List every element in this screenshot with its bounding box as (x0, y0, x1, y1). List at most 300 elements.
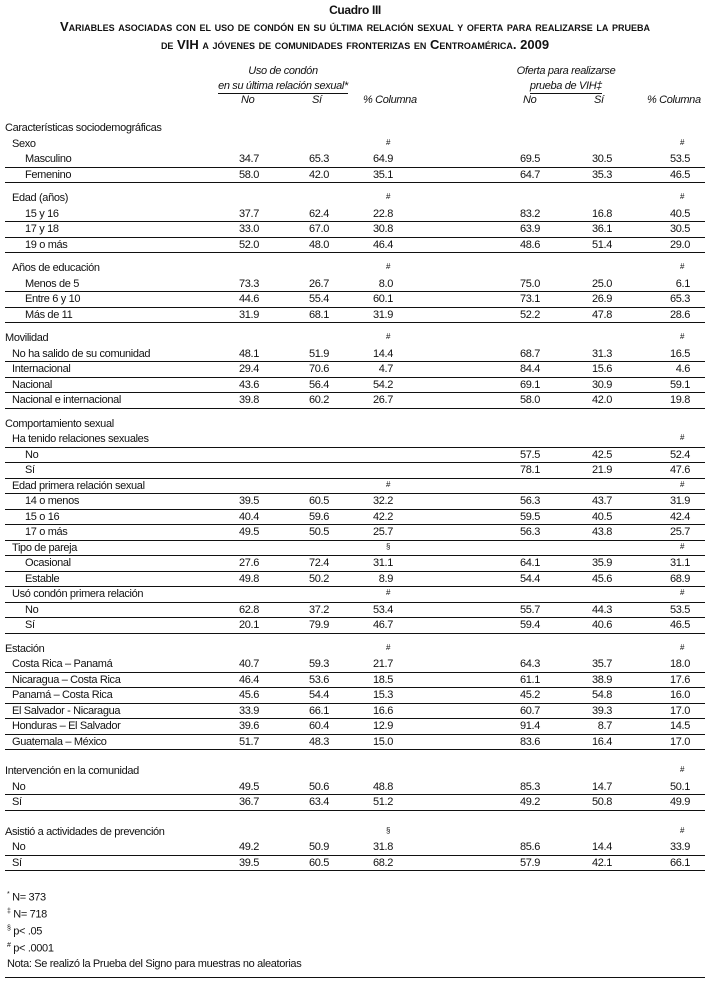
row-label: Entre 6 y 10 (25, 293, 81, 305)
table-row (5, 510, 705, 526)
cell-value: 25.7 (372, 526, 393, 538)
cell-value: 43.6 (238, 378, 259, 391)
cell-value: 39.5 (238, 495, 259, 507)
row-label: Sexo (12, 137, 36, 150)
cell-value: 6.1 (675, 277, 690, 290)
cell-value: 29.4 (238, 363, 259, 375)
cell-value: 73.3 (238, 277, 259, 290)
significance-marker: # (386, 137, 391, 147)
cell-value: 42.1 (591, 856, 612, 869)
footnotes (7, 888, 54, 957)
cell-value: 42.2 (372, 510, 393, 523)
cell-value: 28.6 (669, 308, 690, 321)
category-header-row (5, 587, 705, 603)
cell-value: 62.4 (308, 207, 329, 220)
cell-value: 39.3 (591, 704, 612, 717)
significance-marker: # (386, 262, 391, 271)
row-label: El Salvador - Nicaragua (12, 704, 121, 717)
category-header-row (5, 642, 705, 658)
cell-value: 66.1 (308, 704, 329, 717)
table-row (5, 292, 705, 308)
cell-value: 91.4 (519, 720, 540, 732)
cell-value: 83.2 (519, 207, 540, 220)
cell-value: 60.1 (372, 293, 393, 305)
cell-value: 44.3 (591, 603, 612, 616)
significance-marker: # (680, 765, 685, 774)
cell-value: 48.0 (308, 238, 329, 251)
row-label: Más de 11 (25, 308, 73, 321)
group-header-line: Uso de condón (248, 65, 318, 77)
row-label: 17 o más (25, 526, 68, 538)
cell-value: 59.3 (308, 658, 329, 670)
cell-value: 40.7 (238, 658, 259, 670)
cell-value: 46.5 (669, 168, 690, 181)
footnote (7, 922, 54, 939)
significance-marker: # (680, 588, 685, 597)
row-label: No ha salido de su comunidad (12, 347, 151, 360)
cell-value: 8.9 (378, 572, 393, 585)
cell-value: 17.0 (669, 735, 690, 748)
table-row (5, 840, 705, 856)
row-label: Nicaragua – Costa Rica (12, 673, 121, 686)
footnote-text: p< .05 (13, 925, 43, 938)
cell-value: 46.4 (238, 673, 259, 686)
footnote-text: N= 373 (12, 891, 46, 904)
row-spacer (5, 323, 705, 331)
row-spacer (5, 811, 705, 825)
cell-value: 39.6 (238, 720, 259, 732)
cell-value: 31.9 (372, 308, 393, 321)
cell-value: 60.2 (308, 394, 329, 406)
group-header-line: Oferta para realizarse (516, 65, 616, 77)
cell-value: 45.6 (591, 572, 612, 585)
cell-value: 53.6 (308, 673, 329, 686)
cell-value: 15.6 (591, 363, 612, 375)
significance-marker: # (386, 642, 391, 652)
cell-value: 60.5 (308, 495, 329, 507)
cell-value: 35.9 (591, 557, 612, 569)
table-row (5, 618, 705, 634)
cell-value: 22.8 (372, 207, 393, 220)
cell-value: 39.5 (238, 856, 259, 869)
cell-value: 59.1 (669, 378, 690, 391)
cell-value: 26.9 (591, 293, 612, 305)
cell-value: 38.9 (591, 673, 612, 686)
significance-marker: # (680, 825, 685, 835)
cell-value: 33.9 (669, 841, 690, 853)
cell-value: 65.3 (308, 153, 329, 165)
cell-value: 53.5 (669, 603, 690, 616)
cell-value: 14.5 (669, 720, 690, 732)
cell-value: 65.3 (669, 293, 690, 305)
cell-value: 17.6 (669, 673, 690, 686)
cell-value: 85.6 (519, 841, 540, 853)
cell-value: 84.4 (519, 363, 540, 375)
table-row (5, 362, 705, 378)
significance-marker: # (680, 541, 685, 551)
cell-value: 4.7 (378, 363, 393, 375)
cell-value: 54.2 (372, 378, 393, 391)
footnote-mark: § (7, 925, 11, 933)
significance-marker: § (386, 541, 391, 551)
cell-value: 31.9 (238, 308, 259, 321)
row-label: Sí (25, 464, 35, 476)
category-header-row (5, 541, 705, 557)
cell-value: 56.3 (519, 495, 540, 507)
cell-value: 42.4 (669, 510, 690, 523)
table-title (10, 18, 700, 54)
cell-value: 15.0 (372, 735, 393, 748)
cell-value: 64.9 (372, 153, 393, 165)
cell-value: 61.1 (519, 673, 540, 686)
significance-marker: # (386, 588, 391, 597)
title-line-1: Variables asociadas con el uso de condón en su última relación sexual y oferta para realizarse la prueba (59, 19, 651, 34)
table-body (5, 121, 705, 871)
table-row (5, 673, 705, 689)
table-row (5, 603, 705, 619)
cell-value: 20.1 (238, 619, 259, 631)
column-header-pct-1: % Columna (363, 94, 417, 106)
cell-value: 31.3 (591, 347, 612, 360)
column-header-pct-2: % Columna (647, 94, 701, 106)
cell-value: 40.5 (591, 510, 612, 523)
cell-value: 85.3 (519, 780, 540, 793)
column-group-hiv-test-offer (486, 64, 646, 94)
cell-value: 50.9 (308, 841, 329, 853)
footnote (7, 888, 54, 905)
row-label: Estación (5, 642, 45, 655)
cell-value: 48.6 (519, 238, 540, 251)
cell-value: 50.8 (591, 796, 612, 808)
cell-value: 70.6 (308, 363, 329, 375)
table-row (5, 463, 705, 479)
cell-value: 32.2 (372, 495, 393, 507)
cell-value: 30.9 (591, 378, 612, 391)
row-label: Masculino (25, 153, 72, 165)
cell-value: 53.4 (372, 603, 393, 616)
row-label: Sí (12, 856, 22, 869)
row-label: Edad (años) (12, 192, 69, 204)
row-label: Tipo de pareja (12, 541, 78, 554)
category-header-row (5, 479, 705, 495)
row-label: Asistió a actividades de prevención (5, 825, 165, 838)
cell-value: 72.4 (308, 557, 329, 569)
cell-value: 16.4 (591, 735, 612, 748)
row-label: 17 y 18 (25, 223, 59, 235)
row-label: Estable (25, 572, 60, 585)
table-row (5, 525, 705, 541)
row-label: Movilidad (5, 332, 49, 344)
cell-value: 30.5 (669, 223, 690, 235)
table-row (5, 556, 705, 572)
cell-value: 68.7 (519, 347, 540, 360)
significance-marker: # (386, 192, 391, 201)
cell-value: 21.7 (372, 658, 393, 670)
cell-value: 49.9 (669, 796, 690, 808)
cell-value: 52.4 (669, 448, 690, 461)
cell-value: 18.0 (669, 658, 690, 670)
cell-value: 48.1 (238, 347, 259, 360)
row-label: Honduras – El Salvador (12, 720, 121, 732)
cell-value: 35.1 (372, 168, 393, 181)
cell-value: 49.5 (238, 780, 259, 793)
category-header-row (5, 121, 705, 137)
cell-value: 45.6 (238, 689, 259, 701)
cell-value: 4.6 (675, 363, 690, 375)
cell-value: 68.2 (372, 856, 393, 869)
cell-value: 14.7 (591, 780, 612, 793)
significance-marker: # (680, 332, 685, 341)
cell-value: 31.8 (372, 841, 393, 853)
cell-value: 8.7 (597, 720, 612, 732)
cell-value: 48.8 (372, 780, 393, 793)
category-header-row (5, 331, 705, 347)
significance-marker: # (386, 332, 391, 341)
cell-value: 57.5 (519, 448, 540, 461)
cell-value: 37.2 (308, 603, 329, 616)
cell-value: 78.1 (519, 464, 540, 476)
bottom-rule (5, 977, 705, 978)
cell-value: 68.9 (669, 572, 690, 585)
cell-value: 8.0 (378, 277, 393, 290)
column-header-no-1: No (241, 94, 255, 106)
cell-value: 54.4 (308, 689, 329, 701)
cell-value: 49.8 (238, 572, 259, 585)
cell-value: 18.5 (372, 673, 393, 686)
cell-value: 37.7 (238, 207, 259, 220)
cell-value: 57.9 (519, 856, 540, 869)
table-row (5, 222, 705, 238)
row-label: Guatemala – México (12, 735, 107, 748)
group-header-line: prueba de VIH‡ (529, 80, 603, 92)
cell-value: 14.4 (591, 841, 612, 853)
cell-value: 31.1 (669, 557, 690, 569)
significance-marker: # (680, 479, 685, 489)
table-row (5, 378, 705, 394)
cell-value: 47.6 (669, 464, 690, 476)
table-row (5, 688, 705, 704)
row-label: Edad primera relación sexual (12, 479, 145, 492)
row-spacer (5, 409, 705, 417)
category-header-row (5, 417, 705, 433)
cell-value: 25.0 (591, 277, 612, 290)
cell-value: 47.8 (591, 308, 612, 321)
cell-value: 52.2 (519, 308, 540, 321)
table-row (5, 735, 705, 751)
significance-marker: # (680, 433, 685, 442)
cell-value: 55.4 (308, 293, 329, 305)
row-label: No (25, 603, 39, 616)
cell-value: 68.1 (308, 308, 329, 321)
cell-value: 56.3 (519, 526, 540, 538)
row-label: Años de educación (12, 262, 100, 274)
row-label: Nacional e internacional (12, 394, 122, 406)
footnote (7, 905, 54, 922)
cell-value: 16.6 (372, 704, 393, 717)
row-label: No (12, 841, 26, 853)
row-label: 15 y 16 (25, 207, 59, 220)
table-row (5, 795, 705, 811)
table-row (5, 856, 705, 872)
table-row (5, 347, 705, 363)
row-label: Costa Rica – Panamá (12, 658, 113, 670)
category-header-row (5, 764, 705, 780)
cell-value: 26.7 (372, 394, 393, 406)
cell-value: 83.6 (519, 735, 540, 748)
cell-value: 21.9 (591, 464, 612, 476)
cell-value: 79.9 (308, 619, 329, 631)
row-label: Sí (25, 619, 35, 631)
cell-value: 48.3 (308, 735, 329, 748)
row-label: 15 o 16 (25, 510, 60, 523)
cell-value: 45.2 (519, 689, 540, 701)
table-row (5, 448, 705, 464)
row-label: 19 o más (25, 238, 68, 251)
table-row (5, 494, 705, 510)
row-spacer (5, 750, 705, 764)
row-label: Internacional (12, 363, 71, 375)
cell-value: 43.8 (591, 526, 612, 538)
cell-value: 33.9 (238, 704, 259, 717)
column-header-no-2: No (523, 94, 537, 106)
cell-value: 63.4 (308, 796, 329, 808)
cell-value: 40.5 (669, 207, 690, 220)
row-spacer (5, 634, 705, 642)
table-row (5, 704, 705, 720)
row-label: Características sociodemográficas (5, 122, 162, 134)
significance-marker: # (680, 262, 685, 271)
cell-value: 54.4 (519, 572, 540, 585)
cell-value: 53.5 (669, 153, 690, 165)
cell-value: 69.1 (519, 378, 540, 391)
cell-value: 19.8 (669, 394, 690, 406)
footnote-mark: # (7, 942, 11, 950)
cell-value: 64.7 (519, 168, 540, 181)
cell-value: 36.1 (591, 223, 612, 235)
cell-value: 56.4 (308, 378, 329, 391)
cell-value: 36.7 (238, 796, 259, 808)
row-label: Sí (12, 796, 22, 808)
cell-value: 49.2 (519, 796, 540, 808)
title-line-2: de VIH a jóvenes de comunidades fronterizas en Centroamérica. 2009 (160, 37, 550, 52)
cell-value: 63.9 (519, 223, 540, 235)
cell-value: 64.1 (519, 557, 540, 569)
cell-value: 31.9 (669, 495, 690, 507)
significance-marker: # (680, 192, 685, 201)
cell-value: 49.5 (238, 526, 259, 538)
cell-value: 67.0 (308, 223, 329, 235)
cell-value: 40.4 (238, 510, 259, 523)
cell-value: 46.5 (669, 619, 690, 631)
table-row (5, 308, 705, 324)
footnote-mark: * (7, 891, 10, 898)
cell-value: 39.8 (238, 394, 259, 406)
cell-value: 58.0 (238, 168, 259, 181)
row-label: No (12, 780, 26, 793)
cell-value: 35.7 (591, 658, 612, 670)
category-header-row (5, 261, 705, 277)
footnote (7, 939, 54, 956)
category-header-row (5, 825, 705, 841)
row-label: Femenino (25, 168, 72, 181)
cell-value: 44.6 (238, 293, 259, 305)
table-number: Cuadro III (329, 3, 381, 17)
cell-value: 54.8 (591, 689, 612, 701)
cell-value: 16.0 (669, 689, 690, 701)
cell-value: 46.4 (372, 238, 393, 251)
row-label: 14 o menos (25, 495, 79, 507)
cell-value: 55.7 (519, 603, 540, 616)
cell-value: 64.3 (519, 658, 540, 670)
group-header-line: en su última relación sexual* (218, 80, 348, 92)
cell-value: 60.5 (308, 856, 329, 869)
cell-value: 51.7 (238, 735, 259, 748)
cell-value: 51.9 (308, 347, 329, 360)
row-label: Ha tenido relaciones sexuales (12, 433, 149, 445)
cell-value: 30.5 (591, 153, 612, 165)
cell-value: 25.7 (669, 526, 690, 538)
table-row (5, 277, 705, 293)
cell-value: 50.1 (669, 780, 690, 793)
cell-value: 60.4 (308, 720, 329, 732)
cell-value: 66.1 (669, 856, 690, 869)
row-label: Intervención en la comunidad (5, 765, 139, 777)
category-header-row (5, 432, 705, 448)
cell-value: 43.7 (591, 495, 612, 507)
cell-value: 33.0 (238, 223, 259, 235)
footnote-text: p< .0001 (13, 943, 54, 956)
footnote-text: N= 718 (13, 908, 47, 921)
cell-value: 69.5 (519, 153, 540, 165)
cell-value: 51.4 (591, 238, 612, 251)
cell-value: 49.2 (238, 841, 259, 853)
cell-value: 35.3 (591, 168, 612, 181)
column-header-si-1: Sí (312, 94, 322, 106)
cell-value: 31.1 (372, 557, 393, 569)
table-row (5, 393, 705, 409)
cell-value: 16.8 (591, 207, 612, 220)
cell-value: 62.8 (238, 603, 259, 616)
cell-value: 42.0 (591, 394, 612, 406)
row-label: Menos de 5 (25, 277, 79, 290)
table-row (5, 238, 705, 254)
table-row (5, 657, 705, 673)
cell-value: 46.7 (372, 619, 393, 631)
footnote-mark: ‡ (7, 908, 11, 916)
row-spacer (5, 253, 705, 261)
cell-value: 59.6 (308, 510, 329, 523)
cell-value: 50.6 (308, 780, 329, 793)
cell-value: 59.5 (519, 510, 540, 523)
significance-marker: # (386, 479, 391, 489)
significance-marker: § (386, 825, 391, 835)
row-label: Ocasional (25, 557, 71, 569)
cell-value: 27.6 (238, 557, 259, 569)
cell-value: 50.2 (308, 572, 329, 585)
cell-value: 42.5 (591, 448, 612, 461)
significance-marker: # (680, 137, 685, 147)
cell-value: 26.7 (308, 277, 329, 290)
cell-value: 34.7 (238, 153, 259, 165)
cell-value: 16.5 (669, 347, 690, 360)
cell-value: 40.6 (591, 619, 612, 631)
cell-value: 59.4 (519, 619, 540, 631)
row-label: Panamá – Costa Rica (12, 689, 113, 701)
category-header-row (5, 191, 705, 207)
table-row (5, 719, 705, 735)
note: Nota: Se realizó la Prueba del Signo para muestras no aleatorias (7, 958, 302, 970)
row-label: No (25, 448, 39, 461)
